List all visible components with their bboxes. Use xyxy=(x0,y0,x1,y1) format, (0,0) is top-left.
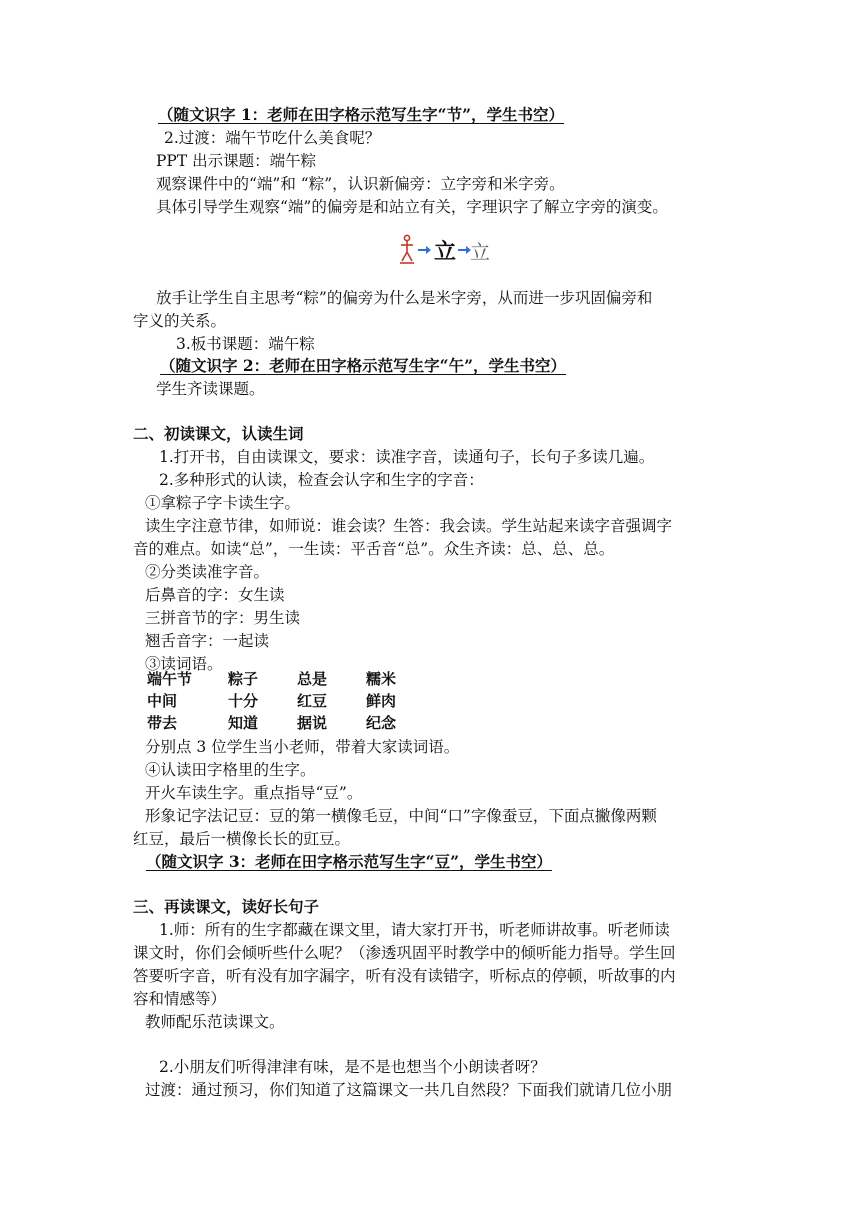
word-cell: 纪念 xyxy=(366,714,397,732)
word-cell: 端午节 xyxy=(147,670,193,688)
arrow-right-icon xyxy=(418,246,431,254)
substep-4-line: ④认读田字格里的生字。 xyxy=(145,761,316,779)
little-teacher-line: 分别点 3 位学生当小老师，带着大家读词语。 xyxy=(145,738,460,756)
word-cell: 中间 xyxy=(147,692,178,710)
teacher-story-line: 1.师：所有的生字都藏在课文里，请大家打开书，听老师讲故事。听老师读 xyxy=(159,921,670,939)
literacy-note-1: （随文识字 1：老师在田字格示范写生字“节”，学生书空） xyxy=(158,105,565,124)
char-li-seal: 立 xyxy=(470,240,490,264)
back-nasal-line: 后鼻音的字：女生读 xyxy=(145,586,285,604)
think-radical-line-cont: 字义的关系。 xyxy=(133,312,227,330)
literacy-note-3: （随文识字 3：老师在田字格示范写生字“豆”，学生书空） xyxy=(146,852,553,871)
step-2-reader-line: 2.小朋友们听得津津有味，是不是也想当个小朗读者呀？ xyxy=(159,1058,546,1076)
substep-3-line: ③读词语。 xyxy=(145,655,223,673)
word-cell: 糯米 xyxy=(366,670,397,688)
teacher-story-line-4: 容和情感等） xyxy=(133,990,227,1008)
train-reading-line: 开火车读生字。重点指导“豆”。 xyxy=(145,784,363,802)
step-2-line: 2.多种形式的认读，检查会认字和生字的字音： xyxy=(159,471,484,489)
rhythm-line-cont: 音的难点。如读“总”，一生读：平舌音“总”。众生齐读：总、总、总。 xyxy=(133,540,615,558)
guide-radical-line: 具体引导学生观察“端”的偏旁是和站立有关，字理识字了解立字旁的演变。 xyxy=(156,198,668,216)
rhythm-line: 读生字注意节律，如师说：谁会读？生答：我会读。学生站起来读字音强调字 xyxy=(145,517,673,535)
substep-2-line: ②分类读准字音。 xyxy=(145,563,270,581)
word-cell: 知道 xyxy=(228,714,259,732)
three-syllable-line: 三拼音节的字：男生读 xyxy=(145,609,301,627)
section-heading-2: 二、初读课文，认读生词 xyxy=(133,424,304,443)
word-cell: 总是 xyxy=(297,670,328,688)
word-cell: 据说 xyxy=(297,714,328,732)
board-title-line: 3.板书课题：端午粽 xyxy=(176,335,315,353)
observe-radicals-line: 观察课件中的“端”和 “粽”，认识新偏旁：立字旁和米字旁。 xyxy=(156,175,565,193)
radical-evolution-figure xyxy=(400,232,490,266)
literacy-note-2: （随文识字 2：老师在田字格示范写生字“午”，学生书空） xyxy=(160,356,567,375)
pictograph-person-icon xyxy=(400,235,414,263)
word-table xyxy=(147,668,447,734)
read-title-line: 学生齐读课题。 xyxy=(156,380,265,398)
section-heading-3: 三、再读课文，读好长句子 xyxy=(133,897,320,916)
step-1-line: 1.打开书，自由读课文，要求：读准字音，读通句子，长句子多读几遍。 xyxy=(159,448,655,466)
teacher-story-line-2: 课文时，你们会倾听些什么呢？（渗透巩固平时教学中的倾听能力指导。学生回 xyxy=(133,944,676,962)
word-cell: 鲜肉 xyxy=(366,692,397,710)
retroflex-line: 翘舌音字：一起读 xyxy=(145,632,270,650)
word-cell: 粽子 xyxy=(228,670,259,688)
transition-line: 2.过渡：端午节吃什么美食呢？ xyxy=(164,129,381,147)
word-cell: 十分 xyxy=(228,692,259,710)
think-radical-line: 放手让学生自主思考“粽”的偏旁为什么是米字旁，从而进一步巩固偏旁和 xyxy=(156,289,653,307)
word-cell: 红豆 xyxy=(297,692,328,710)
substep-1-line: ①拿粽子字卡读生字。 xyxy=(145,494,301,512)
pictograph-memory-line: 形象记字法记豆：豆的第一横像毛豆，中间“口”字像蚕豆，下面点撇像两颗 xyxy=(145,807,657,825)
transition-preview-line: 过渡：通过预习，你们知道了这篇课文一共几自然段？下面我们就请几位小朋 xyxy=(145,1081,673,1099)
ppt-title-line: PPT 出示课题：端午粽 xyxy=(156,152,317,170)
pictograph-memory-line-cont: 红豆，最后一横像长长的豇豆。 xyxy=(133,830,351,848)
word-cell: 带去 xyxy=(147,714,178,732)
char-li: 立 xyxy=(434,240,457,265)
teacher-story-line-3: 答要听字音，听有没有加字漏字，听有没有读错字，听标点的停顿，听故事的内 xyxy=(133,967,676,985)
music-reading-line: 教师配乐范读课文。 xyxy=(145,1013,285,1031)
